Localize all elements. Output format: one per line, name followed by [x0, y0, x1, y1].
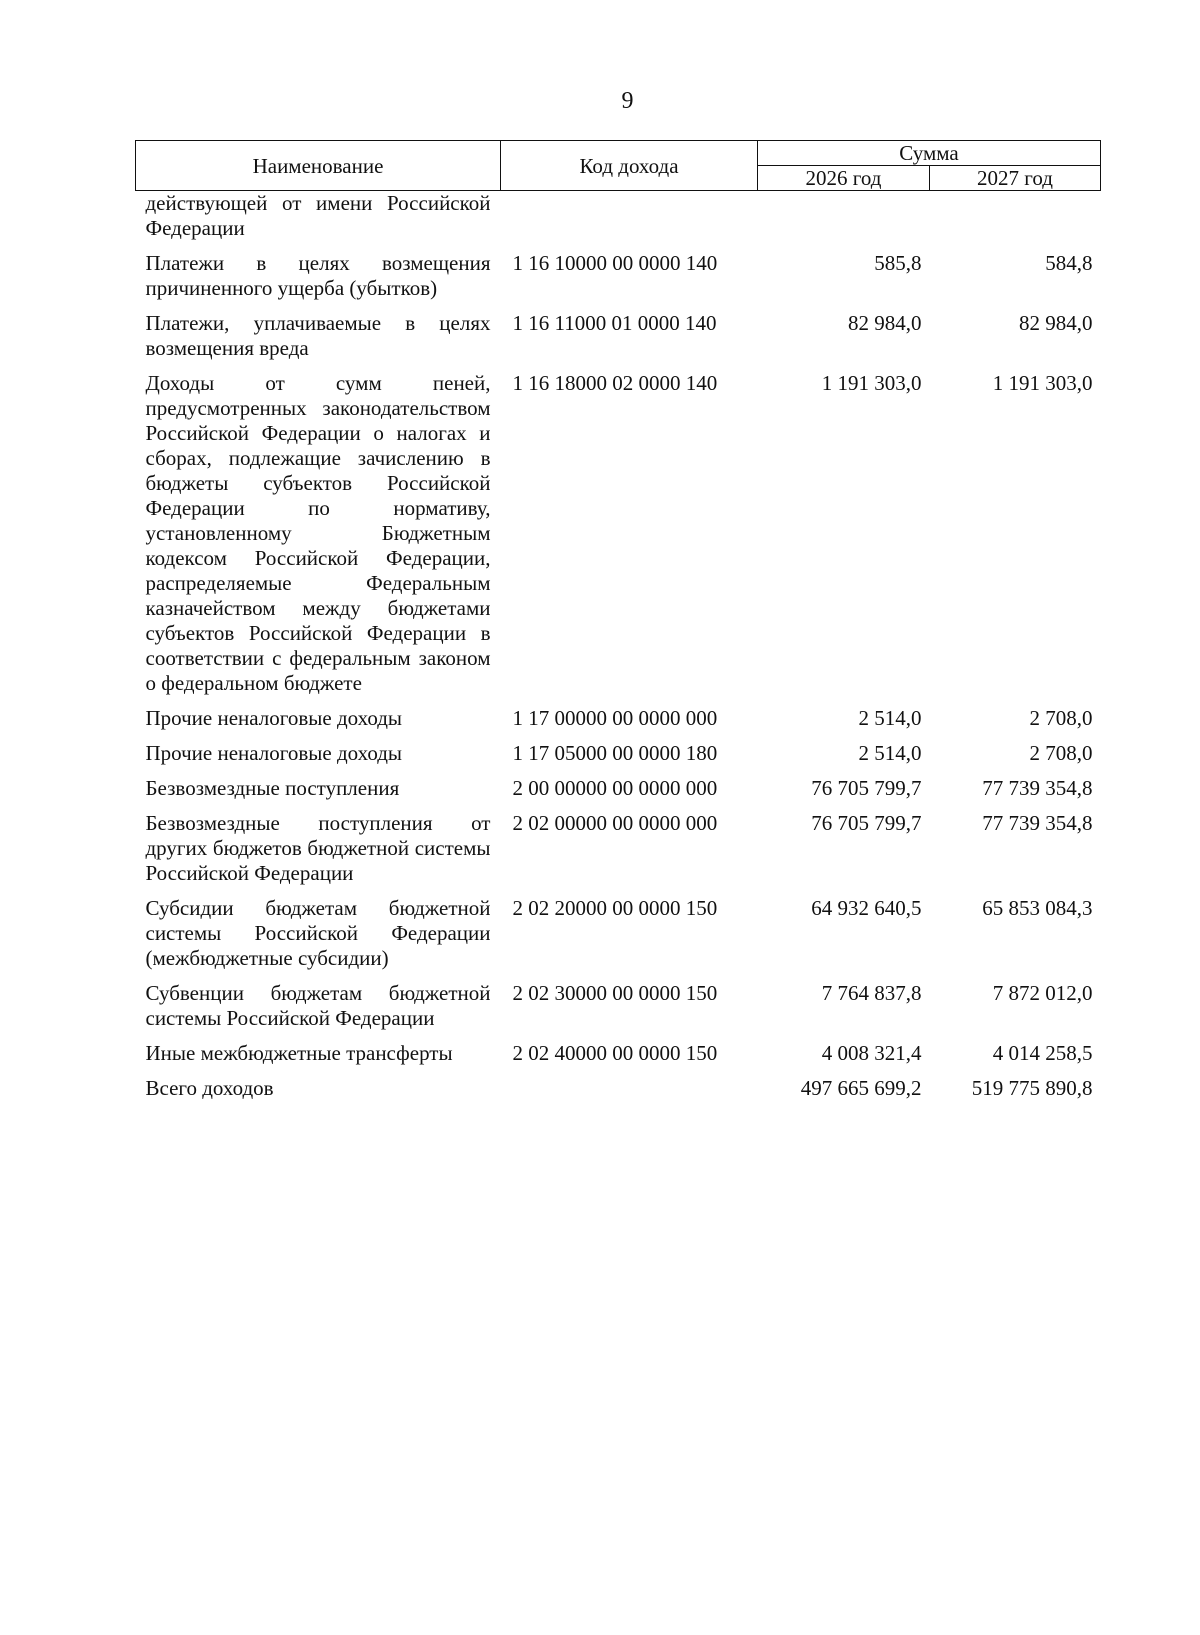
- cell-sum-2026: 82 984,0: [848, 311, 922, 335]
- cell-code: 1 17 05000 00 0000 180: [512, 741, 718, 765]
- page-number: 9: [621, 88, 634, 114]
- income-table: [135, 140, 1101, 1111]
- cell-code: 1 17 00000 00 0000 000: [512, 706, 718, 730]
- table-row: [136, 981, 1101, 1041]
- table-row: [136, 896, 1101, 981]
- table-body: [136, 191, 1101, 1112]
- cell-sum-2027: [930, 191, 1101, 252]
- table-row: [136, 776, 1101, 811]
- header-sum: Сумма: [758, 141, 1101, 166]
- table-row: [136, 191, 1101, 252]
- cell-code: 1 16 18000 02 0000 140: [512, 371, 718, 395]
- cell-sum-2027: 7 872 012,0: [992, 981, 1093, 1005]
- cell-name: Иные межбюджетные трансферты: [145, 1041, 453, 1065]
- cell-code: 2 02 40000 00 0000 150: [512, 1041, 718, 1065]
- cell-sum-2026: [758, 191, 930, 252]
- cell-sum-2026: 1 191 303,0: [821, 371, 922, 395]
- table-header: [136, 141, 1101, 191]
- cell-sum-2026: 585,8: [874, 251, 922, 275]
- income-table-container: [135, 140, 1100, 1111]
- cell-code: [501, 191, 758, 252]
- cell-name: Доходы от сумм пеней, предусмотренных законодательством Российской Федерации о налогах и сборах, подлежащие зачислению в бюджеты субъектов Российской Федерации по нормативу, установленному Бюджетным кодексом Российской Федерации, распределяемые Федеральным казначейством между бюджетами субъектов Российской Федерации в соответствии с федеральным законом о федеральном бюджете: [145, 371, 491, 695]
- table-row: [136, 1041, 1101, 1076]
- table-row: [136, 706, 1101, 741]
- cell-code: 2 02 30000 00 0000 150: [512, 981, 718, 1005]
- table-row: [136, 741, 1101, 776]
- cell-sum-2026: 76 705 799,7: [811, 776, 922, 800]
- cell-sum-2026: 2 514,0: [858, 706, 922, 730]
- cell-sum-2026: 497 665 699,2: [800, 1076, 922, 1100]
- cell-sum-2027: 65 853 084,3: [982, 896, 1093, 920]
- header-year-2027: 2027 год: [930, 166, 1101, 191]
- cell-name: Платежи, уплачиваемые в целях возмещения вреда: [145, 311, 491, 360]
- cell-name: Субвенции бюджетам бюджетной системы Российской Федерации: [145, 981, 491, 1030]
- table-row: [136, 1076, 1101, 1111]
- cell-sum-2027: 77 739 354,8: [982, 811, 1093, 835]
- cell-code: 2 00 00000 00 0000 000: [512, 776, 718, 800]
- cell-sum-2027: 4 014 258,5: [992, 1041, 1093, 1065]
- cell-sum-2027: 519 775 890,8: [971, 1076, 1093, 1100]
- cell-sum-2026: 64 932 640,5: [811, 896, 922, 920]
- header-code: Код дохода: [501, 141, 758, 191]
- cell-sum-2026: 7 764 837,8: [821, 981, 922, 1005]
- table-row: [136, 371, 1101, 706]
- cell-code: 2 02 00000 00 0000 000: [512, 811, 718, 835]
- header-year-2026: 2026 год: [758, 166, 930, 191]
- cell-code: 2 02 20000 00 0000 150: [512, 896, 718, 920]
- cell-name: Платежи в целях возмещения причиненного ущерба (убытков): [145, 251, 491, 300]
- cell-name: Прочие неналоговые доходы: [145, 706, 403, 730]
- cell-name: Субсидии бюджетам бюджетной системы Российской Федерации (межбюджетные субсидии): [145, 896, 491, 970]
- cell-code: 1 16 11000 01 0000 140: [512, 311, 717, 335]
- cell-sum-2026: 2 514,0: [858, 741, 922, 765]
- cell-sum-2027: 82 984,0: [1019, 311, 1093, 335]
- table-row: [136, 251, 1101, 311]
- cell-sum-2027: 2 708,0: [1029, 741, 1093, 765]
- cell-sum-2027: 77 739 354,8: [982, 776, 1093, 800]
- cell-sum-2027: 584,8: [1045, 251, 1093, 275]
- cell-name: Прочие неналоговые доходы: [145, 741, 403, 765]
- table-row: [136, 311, 1101, 371]
- cell-sum-2026: 4 008 321,4: [821, 1041, 922, 1065]
- table-row: [136, 811, 1101, 896]
- header-name: Наименование: [136, 141, 501, 191]
- cell-code: 1 16 10000 00 0000 140: [512, 251, 718, 275]
- cell-name: Безвозмездные поступления: [145, 776, 400, 800]
- cell-name: Всего доходов: [145, 1076, 274, 1100]
- cell-sum-2027: 1 191 303,0: [992, 371, 1093, 395]
- cell-name: Безвозмездные поступления от других бюджетов бюджетной системы Российской Федерации: [145, 811, 491, 885]
- cell-sum-2026: 76 705 799,7: [811, 811, 922, 835]
- cell-name: действующей от имени Российской Федерации: [145, 191, 491, 240]
- cell-sum-2027: 2 708,0: [1029, 706, 1093, 730]
- cell-code: [501, 1076, 758, 1111]
